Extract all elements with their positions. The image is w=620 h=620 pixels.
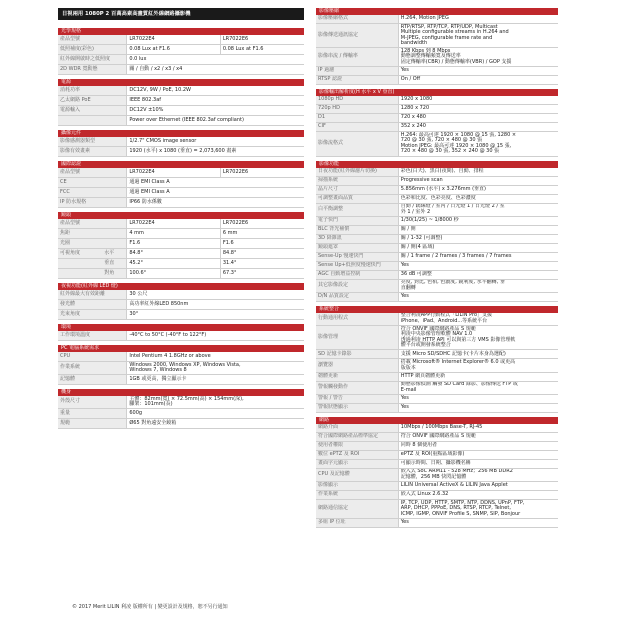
spec-row <box>316 491 558 500</box>
spec-value: 嵌入式 Linux 2.6.32 <box>398 491 558 500</box>
spec-row <box>316 114 558 123</box>
left-spec-column <box>58 8 304 429</box>
spec-row <box>58 229 304 239</box>
spec-row <box>316 500 558 519</box>
spec-row <box>316 261 558 270</box>
spec-label: 多組 IP 位址 <box>316 518 398 527</box>
spec-label: 其它影像設定 <box>316 279 398 292</box>
spec-label: 產品型號 <box>58 168 127 178</box>
spec-row <box>316 203 558 216</box>
spec-value: 30 公尺 <box>127 290 304 300</box>
spec-row <box>58 106 304 116</box>
spec-row <box>316 518 558 527</box>
spec-value: 同時 8 個使用者 <box>398 441 558 450</box>
spec-value: 1920 (水平) x 1080 (垂直) = 2,073,600 畫素 <box>127 147 304 157</box>
section-header: 夜視功能(紅外線 LED 燈) <box>58 283 304 290</box>
spec-value: 1/30(1/25) ~ 1/8000 秒 <box>398 216 558 225</box>
spec-label: 影像壓縮格式 <box>316 15 398 24</box>
spec-value: 整合利凌APP行動程式「LILIN Pro」支援 iPhone、iPad、Android...等系統平台 <box>398 313 558 326</box>
spec-value: LR7022E6 <box>220 219 304 229</box>
spec-label <box>58 269 102 279</box>
section-header: 機身 <box>58 389 304 396</box>
section-header: 網路 <box>316 417 558 424</box>
spec-value: LR7022E4 <box>127 219 220 229</box>
spec-value: LR7022E6 <box>220 168 304 178</box>
spec-row <box>58 178 304 188</box>
spec-label: 網路通信協定 <box>316 500 398 519</box>
spec-row <box>58 331 304 341</box>
spec-value: 高功率紅外線LED 850nm <box>127 300 304 310</box>
spec-row <box>58 249 304 259</box>
spec-row <box>58 419 304 429</box>
spec-label <box>58 259 102 269</box>
spec-row <box>316 24 558 48</box>
spec-label: 光束角度 <box>58 310 127 320</box>
spec-table <box>316 15 558 85</box>
spec-row <box>316 185 558 194</box>
spec-row <box>316 450 558 459</box>
spec-row <box>58 219 304 229</box>
spec-label: 低照補度(彩色) <box>58 45 127 55</box>
spec-value: 1920 x 1080 <box>398 96 558 105</box>
spec-table <box>58 168 304 208</box>
spec-value: 67.3° <box>220 269 304 279</box>
section-header: 影像壓縮 <box>316 8 558 15</box>
spec-row <box>316 403 558 412</box>
spec-row <box>58 96 304 106</box>
spec-value: 主體：82mm(寬) × 72.5mm(高) × 154mm(深), 腳架：101mm(長) <box>127 396 304 409</box>
spec-value: 0.08 Lux at F1.6 <box>220 45 304 55</box>
spec-label: 使用者權限 <box>316 441 398 450</box>
spec-value: 84.8° <box>220 249 304 259</box>
spec-value: Yes <box>398 292 558 301</box>
spec-value: LR7022E6 <box>220 35 304 45</box>
spec-value: 84.8° <box>127 249 220 259</box>
spec-row <box>316 15 558 24</box>
spec-value: LR7022E4 <box>127 168 220 178</box>
spec-row <box>316 292 558 301</box>
spec-value: 1GB 或更高，獨立顯示卡 <box>127 375 304 385</box>
spec-row <box>58 362 304 375</box>
spec-label: Sense-Up 慢速快門 <box>316 252 398 261</box>
spec-label: 影像管理 <box>316 326 398 350</box>
spec-value: ePTZ 及 ROI(重點區域影像) <box>398 450 558 459</box>
spec-label: 瀏覽器 <box>316 359 398 372</box>
spec-row <box>58 198 304 208</box>
spec-value: IEEE 802.3af <box>127 96 304 106</box>
section-header: 光學規格 <box>58 28 304 35</box>
spec-value: 動態影像偵測 觸發 SD Card 錄影、影像傳送 FTP 或 E-mail <box>398 381 558 394</box>
spec-label: 警報觸發動作 <box>316 381 398 394</box>
spec-label: 可調整畫面品質 <box>316 194 398 203</box>
spec-label: 白平衡調整 <box>316 203 398 216</box>
spec-row <box>316 225 558 234</box>
spec-row <box>58 409 304 419</box>
spec-label: 紅外線最大有效距離 <box>58 290 127 300</box>
spec-value: 30° <box>127 310 304 320</box>
spec-value: IP66 防水係數 <box>127 198 304 208</box>
section-header: 系統整合 <box>316 306 558 313</box>
spec-value: Windows 2000, Windows XP, Windows Vista, Windows 7, Windows 8 <box>127 362 304 375</box>
spec-value: 關 / 開 <box>398 225 558 234</box>
spec-value: 720 x 480 <box>398 114 558 123</box>
spec-value: 100.6° <box>127 269 220 279</box>
spec-row <box>58 352 304 362</box>
spec-label: 符合國際網路產品標準協定 <box>316 432 398 441</box>
spec-sublabel: 水平 <box>102 249 127 259</box>
spec-value: LR7022E4 <box>127 35 220 45</box>
spec-value: 符合 ONVIF 國際網路產品 S 規範 利凌中央影像管理軟體 NAV 1.0 透過利凌 HTTP API 可以與第三方 VMS 影像管理軟 體平台或開發系統整合 <box>398 326 558 350</box>
left-sections <box>58 28 304 429</box>
spec-label: 警報狀態顯示 <box>316 403 398 412</box>
spec-label: 3D 降雜訊 <box>316 234 398 243</box>
spec-label: AGC 自動增益控制 <box>316 270 398 279</box>
spec-row <box>316 482 558 491</box>
spec-value: 關 / 1 frame / 2 frames / 3 frames / 7 frames <box>398 252 558 261</box>
spec-value: 色彩和比度、色彩亮度、色彩濃度 <box>398 194 558 203</box>
spec-value: 通過 EMI Class A <box>127 188 304 198</box>
spec-row <box>58 35 304 45</box>
section-header: 電源 <box>58 79 304 86</box>
spec-row <box>58 116 304 126</box>
spec-label: 1080p HD <box>316 96 398 105</box>
spec-row <box>316 394 558 403</box>
section-header: PC 電腦系統需求 <box>58 345 304 352</box>
spec-label: D/N 品質設定 <box>316 292 398 301</box>
spec-label: D1 <box>316 114 398 123</box>
spec-value: 10Mbps / 100Mbps Base-T, RJ-45 <box>398 424 558 433</box>
spec-label: 影像有效畫素 <box>58 147 127 157</box>
spec-sublabel <box>102 229 127 239</box>
spec-row <box>58 375 304 385</box>
spec-value: Progressive scan <box>398 176 558 185</box>
spec-row <box>316 216 558 225</box>
spec-row <box>316 468 558 481</box>
spec-table <box>58 86 304 126</box>
spec-value: 支援 Micro SD/SDHC 記憶卡(卡片本身為選配) <box>398 350 558 359</box>
spec-label: CIF <box>316 123 398 132</box>
spec-label: 產品型號 <box>58 35 127 45</box>
spec-value: Yes <box>398 394 558 403</box>
document-title: 日視兩用 1080P 2 百萬高素高畫質紅外線網路攝影機 <box>58 8 304 20</box>
spec-sublabel: 對角 <box>102 269 127 279</box>
spec-row <box>316 132 558 156</box>
spec-value: 亮度, 對比, 色相, 色濃度, 銳利度, 水平翻轉, 垂 直翻轉 <box>398 279 558 292</box>
spec-row <box>316 96 558 105</box>
spec-row <box>58 168 304 178</box>
spec-value: Yes <box>398 518 558 527</box>
spec-label: 日夜功能(紅外線濾片切換) <box>316 168 398 177</box>
right-spec-column <box>316 8 558 528</box>
spec-label: 影像感測器類型 <box>58 137 127 147</box>
spec-row <box>316 432 558 441</box>
spec-value: H.264: 最高可達 1920 × 1080 @ 15 張, 1280 × 720 @ 30 張, 720 × 480 @ 30 張 Motion JPEG: 最高可達 1920 × 1080 @ 15 張, 720 × 480 @ 30 張, 352 × 240 @ 30 張 <box>398 132 558 156</box>
section-header: 鏡頭 <box>58 212 304 219</box>
spec-label: 紅外線開啟時之低照度 <box>58 55 127 65</box>
spec-row <box>316 326 558 350</box>
spec-value: Ø65 對角遠安全鏡箱 <box>127 419 304 429</box>
spec-label: 可視角度 <box>58 249 102 259</box>
spec-table <box>316 313 558 413</box>
spec-value: F1.6 <box>220 239 304 249</box>
spec-row <box>316 279 558 292</box>
spec-sublabel <box>102 239 127 249</box>
spec-label: 工作環境溫度 <box>58 331 127 341</box>
spec-label: IP 過濾 <box>316 67 398 76</box>
spec-row <box>58 188 304 198</box>
spec-value: 可顯示時間、日期、攝影機名稱 <box>398 459 558 468</box>
spec-label: 記憶體 <box>58 375 127 385</box>
spec-value: Yes <box>398 67 558 76</box>
section-header: 環境 <box>58 324 304 331</box>
spec-row <box>316 168 558 177</box>
spec-value: 6 mm <box>220 229 304 239</box>
spec-label: 晶片尺寸 <box>316 185 398 194</box>
section-header: 影像輸出解析度(H 水平 x V 垂直) <box>316 89 558 96</box>
spec-row <box>316 176 558 185</box>
spec-label: 產品型號 <box>58 219 102 229</box>
spec-row <box>316 270 558 279</box>
spec-label: 數位 ePTZ 及 ROI <box>316 450 398 459</box>
spec-row <box>58 259 304 269</box>
spec-label: CPU <box>58 352 127 362</box>
copyright-footer: © 2017 Merit LILIN 利凌 版權所有 | 變更設計及規格，恕不另行通知 <box>72 604 228 610</box>
spec-label: 外殼尺寸 <box>58 396 127 409</box>
spec-label: 網路介面 <box>316 424 398 433</box>
spec-value: F1.6 <box>127 239 220 249</box>
spec-value: LILIN Universal ActiveX & LILIN Java Applet <box>398 482 558 491</box>
spec-value: 自動 / 鎢絲燈 / 室內 / 日光燈 1 / 日光燈 2 / 室 外 1 / 室外 2 <box>398 203 558 216</box>
spec-row <box>58 310 304 320</box>
spec-row <box>316 194 558 203</box>
spec-value: Yes <box>398 261 558 270</box>
spec-value: H.264, Motion JPEG <box>398 15 558 24</box>
spec-label: 消耗功率 <box>58 86 127 96</box>
spec-table <box>316 96 558 156</box>
spec-label: RTSP 認證 <box>316 76 398 85</box>
spec-value: 352 x 240 <box>398 123 558 132</box>
spec-value: 通過 EMI Class A <box>127 178 304 188</box>
spec-label: 電源輸入 <box>58 106 127 116</box>
spec-row <box>316 105 558 114</box>
spec-label: 電子快門 <box>316 216 398 225</box>
spec-row <box>316 350 558 359</box>
spec-row <box>58 147 304 157</box>
spec-row <box>58 65 304 75</box>
spec-value: IP, TCP, UDP, HTTP, SMTP, NTP, DDNS, UPnP, FTP, ARP, DHCP, PPPoE, DNS, RTSP, RTCP, Telnet, ICMP, IGMP, ONVIF Profile S, SNMP, SIP, Bonjour <box>398 500 558 519</box>
spec-table <box>58 352 304 385</box>
spec-row <box>58 396 304 409</box>
spec-value: 關 / 自動 / x2 / x3 / x4 <box>127 65 304 75</box>
spec-row <box>58 290 304 300</box>
spec-value: DC12V, 9W / PoE, 10.2W <box>127 86 304 96</box>
spec-value: 1/2.7" CMOS image sensor <box>127 137 304 147</box>
spec-row <box>58 239 304 249</box>
spec-table <box>58 290 304 320</box>
spec-value: RTP/RTSP, RTP/TCP, RTP/UDP, Multicast Multiple configurable streams in H.264 and M-JPEG, configurable frame rate and bandwidth <box>398 24 558 48</box>
spec-value: 關 / 開(4 區域) <box>398 243 558 252</box>
spec-row <box>316 67 558 76</box>
spec-value: 彩色(白天)、黑白(夜間)、自動、排程 <box>398 168 558 177</box>
spec-row <box>58 55 304 65</box>
spec-row <box>316 372 558 381</box>
spec-value: 36 dB 可調整 <box>398 270 558 279</box>
spec-value: 0.0 lux <box>127 55 304 65</box>
spec-label: 畫面字元顯示 <box>316 459 398 468</box>
spec-row <box>58 86 304 96</box>
spec-row <box>316 243 558 252</box>
spec-row <box>58 300 304 310</box>
spec-label: 掃描系統 <box>316 176 398 185</box>
spec-label: FCC <box>58 188 127 198</box>
spec-value: 128 Kbps 到 8 Mbps 動態調整傳輸頻寬及傳送率 固定傳輸率(CBR) / 動態傳輸率(VBR) / GOP 支援 <box>398 48 558 67</box>
spec-label: 乙太網路 PoE <box>58 96 127 106</box>
spec-value: 5.856mm (水平) x 3.276mm (垂直) <box>398 185 558 194</box>
spec-value: 31.4° <box>220 259 304 269</box>
spec-label: 影像傳送通訊協定 <box>316 24 398 48</box>
spec-label: SD 記憶卡錄影 <box>316 350 398 359</box>
spec-row <box>316 234 558 243</box>
spec-row <box>316 441 558 450</box>
spec-value: HTTP 網頁韌體更新 <box>398 372 558 381</box>
spec-table <box>58 35 304 75</box>
spec-label: 影像流格式 <box>316 132 398 156</box>
spec-table <box>58 396 304 429</box>
spec-label: Sense Up+低照度慢速快門 <box>316 261 398 270</box>
spec-row <box>316 313 558 326</box>
spec-label: IP 防水規格 <box>58 198 127 208</box>
spec-label: 重量 <box>58 409 127 419</box>
spec-sublabel: 垂直 <box>102 259 127 269</box>
spec-row <box>316 48 558 67</box>
right-sections <box>316 8 558 528</box>
spec-value: Intel Pentium 4 1.8GHz or above <box>127 352 304 362</box>
spec-row <box>316 459 558 468</box>
spec-value: 符合 ONVIF 國際網路產品 S 規範 <box>398 432 558 441</box>
spec-label: 行動通用程式 <box>316 313 398 326</box>
spec-value: 45.2° <box>127 259 220 269</box>
spec-value: Power over Ethernet (IEEE 802.3af compliant) <box>127 116 304 126</box>
spec-label: 警報 / 警告 <box>316 394 398 403</box>
spec-label: 光圈 <box>58 239 102 249</box>
section-header: 攝像元件 <box>58 130 304 137</box>
spec-label: 韌體更新 <box>316 372 398 381</box>
spec-row <box>58 269 304 279</box>
spec-label <box>58 116 127 126</box>
spec-row <box>58 137 304 147</box>
spec-value: 600g <box>127 409 304 419</box>
section-header: 影像功能 <box>316 161 558 168</box>
spec-value: 嵌入式 SoC ARM11 - 528 MHz；256 MB DDR2 記憶體，256 MB 快閃記憶體 <box>398 468 558 481</box>
spec-table <box>316 168 558 302</box>
spec-label: 規範 <box>58 419 127 429</box>
spec-label: 2D WDR 寬動態 <box>58 65 127 75</box>
spec-row <box>316 381 558 394</box>
spec-row <box>316 424 558 433</box>
spec-value: 1280 x 720 <box>398 105 558 114</box>
spec-value: 4 mm <box>127 229 220 239</box>
spec-row <box>316 123 558 132</box>
spec-row <box>58 45 304 55</box>
spec-label: CPU 及記憶體 <box>316 468 398 481</box>
spec-sublabel <box>102 219 127 229</box>
spec-label: 影像串流 / 傳輸率 <box>316 48 398 67</box>
spec-value: -40°C to 50°C (-40°F to 122°F) <box>127 331 304 341</box>
spec-label: 焦距 <box>58 229 102 239</box>
spec-value: Yes <box>398 403 558 412</box>
spec-value: On / Off <box>398 76 558 85</box>
spec-label: 作業系統 <box>58 362 127 375</box>
section-header: 國際認證 <box>58 161 304 168</box>
spec-label: BLC 背光補償 <box>316 225 398 234</box>
spec-value: 0.08 Lux at F1.6 <box>127 45 220 55</box>
spec-label: 影像顯示 <box>316 482 398 491</box>
spec-table <box>58 331 304 341</box>
spec-value: 搭載 Microsoft® Internet Explorer® 6.0 或更高 版版本 <box>398 359 558 372</box>
spec-value: DC12V ±10% <box>127 106 304 116</box>
spec-label: 720p HD <box>316 105 398 114</box>
spec-value: 關 / 1-32 (可調整) <box>398 234 558 243</box>
spec-row <box>316 76 558 85</box>
spec-table <box>58 219 304 279</box>
spec-label: 鏡頭遮罩 <box>316 243 398 252</box>
spec-label: 作業系統 <box>316 491 398 500</box>
spec-row <box>316 252 558 261</box>
spec-label: CE <box>58 178 127 188</box>
spec-table <box>316 424 558 528</box>
spec-row <box>316 359 558 372</box>
spec-table <box>58 137 304 157</box>
spec-label: 發光體 <box>58 300 127 310</box>
